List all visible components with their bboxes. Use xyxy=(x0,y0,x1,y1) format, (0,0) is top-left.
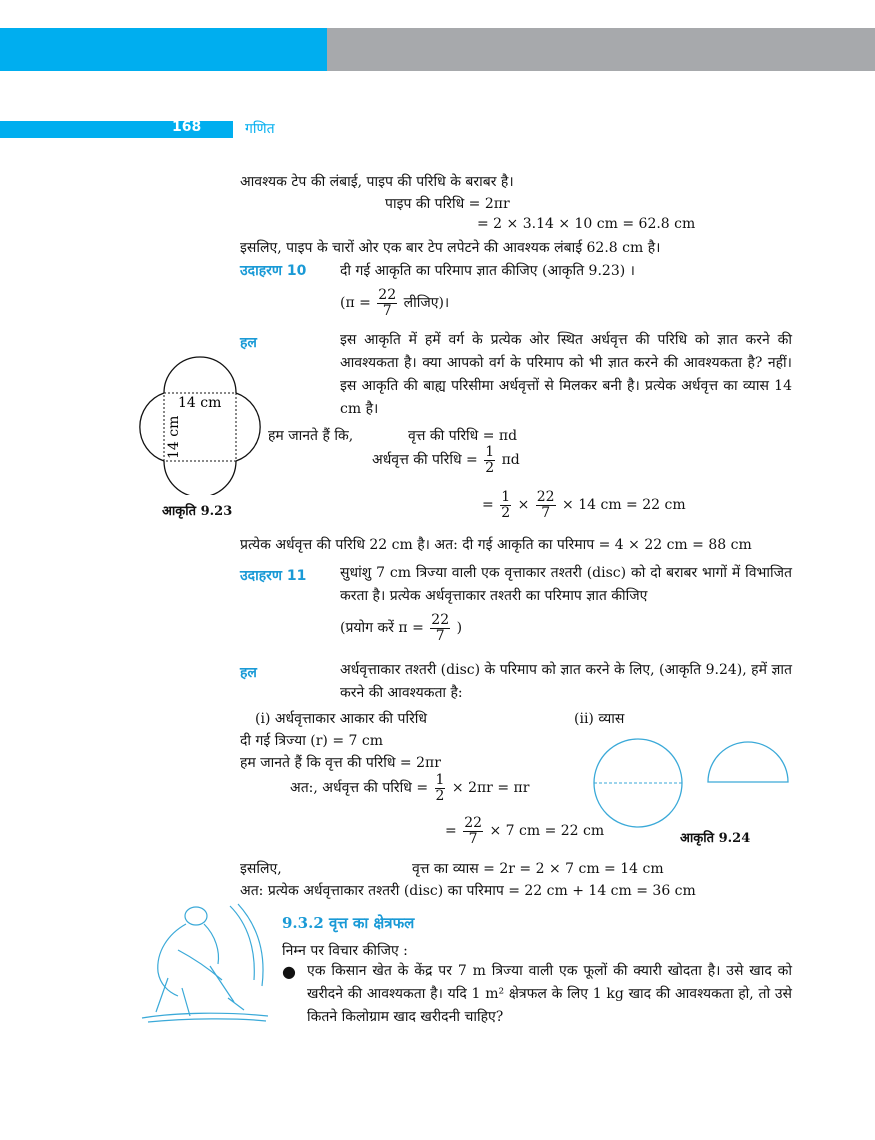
farmer-head xyxy=(185,907,207,925)
solution-11-label: हल xyxy=(240,665,257,681)
semicircle-left xyxy=(140,393,164,461)
semicircle-bottom xyxy=(164,461,236,495)
eq-frac-1 xyxy=(500,490,511,520)
semicircle-circumference xyxy=(372,445,520,475)
tape-length-line: इसलिए, पाइप के चारों ओर एक बार टेप लपेटने की आवश्यक लंबाई 62.8 cm है। xyxy=(240,240,661,256)
use-prefix: (प्रयोग करें π = xyxy=(340,620,424,637)
semicircle-evaluation xyxy=(482,490,686,520)
figure-9-24-caption: आकृति 9.24 xyxy=(680,831,751,846)
semicircle-top xyxy=(164,357,236,393)
we-know-11: हम जानते हैं कि वृत्त की परिधि = 2πr xyxy=(240,755,441,771)
so-fraction xyxy=(435,773,446,803)
use-den: 7 xyxy=(435,627,445,644)
arc-lines xyxy=(230,904,263,986)
eq-x: × xyxy=(517,497,530,514)
section-title: 9.3.2 वृत्त का क्षेत्रफल xyxy=(282,914,415,932)
section-bullet-text: एक किसान खेत के केंद्र पर 7 m त्रिज्या वाली एक फूलों की क्यारी खोदता है। उसे खाद को खरीदने की आवश्यकता है। यदि 1 m² क्षेत्रफल के लिए 1 kg खाद की आवश्यकता हो, तो उसे कितने किलोग्राम खाद खरीदनी चाहिए? xyxy=(307,963,792,1025)
eq11-rest: × 7 cm = 22 cm xyxy=(489,823,605,840)
solution-11-paragraph: अर्धवृत्ताकार तश्तरी (disc) के परिमाप को ज्ञात करने के लिए, (आकृति 9.24), हमें ज्ञात करने की आवश्यकता है: xyxy=(340,662,792,701)
figure-9-24 xyxy=(590,737,800,829)
final-perimeter: अत: प्रत्येक अर्धवृत्ताकार तश्तरी (disc) का परिमाप = 22 cm + 14 cm = 36 cm xyxy=(240,883,696,899)
eq11-num: 22 xyxy=(464,815,483,831)
so-den: 2 xyxy=(435,787,445,804)
item-2: (ii) व्यास xyxy=(574,711,625,727)
eq-den2: 7 xyxy=(541,504,551,521)
pipe-circumference: पाइप की परिधि = 2πr xyxy=(385,196,510,212)
perimeter-result: प्रत्येक अर्धवृत्त की परिधि 22 cm है। अत: दी गई आकृति का परिमाप = 4 × 22 cm = 88 cm xyxy=(240,537,752,553)
eq11-den: 7 xyxy=(468,830,478,847)
subject-title: गणित xyxy=(245,121,275,137)
semi-den: 2 xyxy=(485,459,495,476)
pi-prefix: (π = xyxy=(340,295,371,312)
figure-9-23 xyxy=(130,355,270,495)
example-10-pi xyxy=(340,288,449,318)
page-number: 168 xyxy=(172,119,202,135)
figure-9-23-caption: आकृति 9.23 xyxy=(162,504,233,519)
text-line-1: आवश्यक टेप की लंबाई, पाइप की परिधि के बराबर है। xyxy=(240,174,514,190)
use-suffix: ) xyxy=(456,620,463,637)
item-1: (i) अर्धवृत्ताकार आकार की परिधि xyxy=(255,711,428,727)
so-rest: × 2πr = πr xyxy=(451,780,530,797)
use-num: 22 xyxy=(431,612,450,628)
solution-10-label: हल xyxy=(240,335,257,351)
semicircle-right xyxy=(236,393,260,461)
eq-rest: × 14 cm = 22 cm xyxy=(562,497,686,514)
eq-a: = xyxy=(482,497,494,514)
top-grey-bar xyxy=(327,28,875,71)
pi-den: 7 xyxy=(382,302,392,319)
example-11-pi xyxy=(340,613,462,643)
farmer-illustration xyxy=(138,900,273,1025)
eq-frac-2 xyxy=(536,490,556,520)
eq-den1: 2 xyxy=(501,504,511,521)
semicircle-value xyxy=(445,816,604,846)
so-num: 1 xyxy=(435,772,445,788)
semicircular-disc xyxy=(708,742,788,782)
eq-num2: 22 xyxy=(536,489,555,505)
ground-lines xyxy=(142,1013,268,1022)
farmer-back xyxy=(204,924,218,964)
eq11-a: = xyxy=(445,823,457,840)
pipe-calculation: = 2 × 3.14 × 10 cm = 62.8 cm xyxy=(477,216,696,232)
top-accent-bar xyxy=(0,28,327,71)
circle-circumference: वृत्त की परिधि = πd xyxy=(408,428,518,444)
so-label: अत:, अर्धवृत्त की परिधि = xyxy=(290,780,429,797)
eq11-fraction xyxy=(463,816,483,846)
we-know-10: हम जानते हैं कि, xyxy=(268,428,354,444)
example-10-question: दी गई आकृति का परिमाप ज्ञात कीजिए (आकृति 9.23) । xyxy=(340,263,635,279)
use-fraction xyxy=(430,613,450,643)
spade xyxy=(210,966,244,1010)
given-radius: दी गई त्रिज्या (r) = 7 cm xyxy=(240,733,383,749)
farmer-legs xyxy=(156,978,190,1016)
square-side-horizontal: 14 cm xyxy=(178,395,222,411)
therefore-label: इसलिए, xyxy=(240,861,282,877)
farmer-arm xyxy=(178,950,222,980)
pi-suffix: लीजिए)। xyxy=(403,295,450,312)
eq-num1: 1 xyxy=(501,489,511,505)
semi-rest: πd xyxy=(501,452,520,469)
solution-10-paragraph: इस आकृति में हमें वर्ग के प्रत्येक ओर स्थित अर्धवृत्त की परिधि को ज्ञात करने की आवश्यकता है। क्या आपको वर्ग के परिमाप को भी ज्ञात करने की आवश्यकता है? नहीं। इस आकृति की बाह्य परिसीमा अर्धवृत्तों से मिलकर बनी है। प्रत्येक अर्धवृत्त का व्यास 14 cm है। xyxy=(340,332,792,417)
pi-fraction xyxy=(377,288,397,318)
square-side-vertical: 14 cm xyxy=(166,415,182,459)
diameter-line: वृत्त का व्यास = 2r = 2 × 7 cm = 14 cm xyxy=(412,861,664,877)
semi-label: अर्धवृत्त की परिधि = xyxy=(372,452,478,469)
semicircle-formula xyxy=(290,773,529,803)
semi-fraction xyxy=(484,445,495,475)
farmer-body xyxy=(158,924,186,996)
example-11-label: उदाहरण 11 xyxy=(240,568,307,584)
semi-num: 1 xyxy=(485,444,495,460)
pi-num: 22 xyxy=(378,287,397,303)
section-intro: निम्न पर विचार कीजिए : xyxy=(282,943,408,959)
example-10-label: उदाहरण 10 xyxy=(240,263,307,279)
full-disc xyxy=(594,739,682,827)
bullet-icon: ● xyxy=(282,962,296,981)
example-11-text: सुधांशु 7 cm त्रिज्या वाली एक वृत्ताकार तश्तरी (disc) को दो बराबर भागों में विभाजित करता है। प्रत्येक अर्धवृत्ताकार तश्तरी का परिमाप ज्ञात कीजिए xyxy=(340,565,792,604)
